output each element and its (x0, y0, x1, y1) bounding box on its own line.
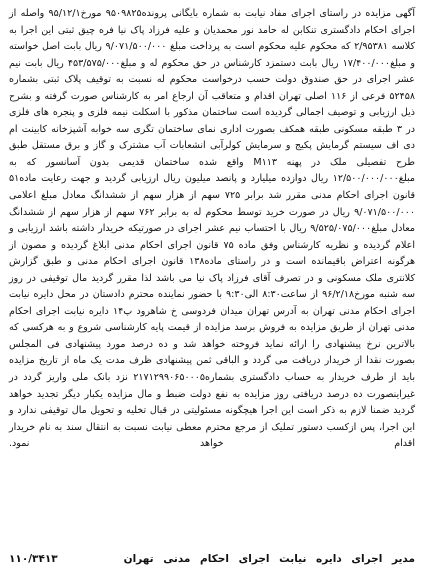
signature-line: مدیر اجرای دایره نیابت اجرای احکام مدنی تهران (123, 553, 415, 565)
notice-code: ۱۱۰/۳۴۱۳ (9, 553, 58, 565)
notice-body-text: آگهی مزایده در راستای اجرای مفاد نیابت به شماره بایگانی پرونده۹۵۰۹۸۲۵ مورخ۹۵/۱۲/۱ واصله از اجرای احکام دادگستری تنکابن له حامد نور محمدیان و علیه فرزاد پاک نیا فره چیق ثبتی این اجرا به کلاسه ۲/۹۵۳۸۱ که محکوم علیه محکوم است به پرداخت مبلغ ۹/۰۷۱/۵۰۰/۰۰۰ ریال بابت اصل خواسته و مبلغ۱۷/۴۰۰/۰۰۰ ریال بابت دستمزد کارشناس در حق محکوم له و مبلغ۴۵۳/۵۷۵/۰۰۰ ریال بابت نیم عشر اجرای در حق صندوق دولت حسب درخواست محکوم له نسبت به توقیف پلاک ثبتی بشماره ۵۲۴۵۸ فرعی از ۱۱۶ اصلی تهران اقدام و متعاقب آن ارجاع امر به کارشناس صورت گرفته و بشرح ذیل ارزیابی و توصیف اجمالی گردیده است ساختمان مذکور با اسکلت نیمه فلزی و پنجره های فلزی در ۳ طبقه مسکونی طبقه همکف بصورت اداری نمای ساختمان تگری سه خوابه آشپزخانه کابینت ام دی اف سیستم گرمایش پکیج و سرمایش کولرآبی انشعابات آب مشترک و گاز و برق مستقل طبق طرح تفصیلی ملک در پهنه M۱۱۳ واقع شده ساختمان قدیمی بدون آسانسور که به مبلغ۱۲/۵۰۰/۰۰۰/۰۰۰ ریال دوازده میلیارد و پانصد میلیون ریال ارزیابی گردید و جهت رعایت ماده۵۱ قانون اجرای احکام مدنی مقرر شد برابر ۷۲۵ سهم از هزار سهم از ششدانگ معادل مبلغ اعلامی ۹/۰۷۱/۵۰۰/۰۰۰ ریال در صورت خرید توسط محکوم له به برابر ۷۶۲ سهم از هزار سهم از ششدانگ معادل مبلغ۹/۵۲۵/۰۷۵/۰۰۰ ریال با احتساب نیم عشر اجرای در صورتیکه خریدار داشته باشد ارزیابی و اعلام گردیده و نظریه کارشناس وفق ماده ۷۵ قانون اجرای احکام مدنی ابلاغ گردیده و مصون از هرگونه اعتراض باقیمانده است و در راستای ماده۱۳۸ قانون اجرای احکام مدنی و طبق گزارش کلانتری ملک مسکونی و در تصرف آقای فرزاد پاک نیا می باشد لذا مقرر گردید مال توقیفی در روز سه شنبه مورخ۹۶/۲/۱۸ از ساعت۸:۳۰ الی۹:۳۰ با حضور نماینده محترم دادستان در محل دایره نیابت اجرای احکام مدنی تهران به آدرس تهران میدان فردوسی خ شاهرود پ۱۴ دایره نیابت اجرای احکام مدنی تهران از طریق مزایده به فروش برسد مزایده از قیمت پایه کارشناسی شروع و به هرکسی که بالاترین نرخ پیشنهادی را ارائه نماید فروخته خواهد شد و ده درصد مورد پیشنهادی فی المجلس بصورت نقدا از خریدار دریافت می گردد و الباقی ثمن پیشنهادی ظرف مدت یک ماه از تاریخ مزایده باید از طرف خریدار به حساب دادگستری بشماره۲۱۷۱۲۹۹۰۶۵۰۰۰۵ نزد بانک ملی واریز گردد در غیراینصورت ده درصد دریافتی روز مزایده به نفع دولت ضبط و مال مزایده یکبار دیگر تجدید خواهد گردید ضمنا لازم به ذکر است این اجرا هیچگونه مسئولیتی در قبال تخلیه و تحویل مال توقیفی ندارد و این اجرا، پس ازکسب دستور تملیک از مرجع محترم معطی نیابت نسبت به انتقال سند به نام خریدار اقدام خواهد نمود. (9, 8, 416, 450)
notice-footer (9, 553, 415, 565)
